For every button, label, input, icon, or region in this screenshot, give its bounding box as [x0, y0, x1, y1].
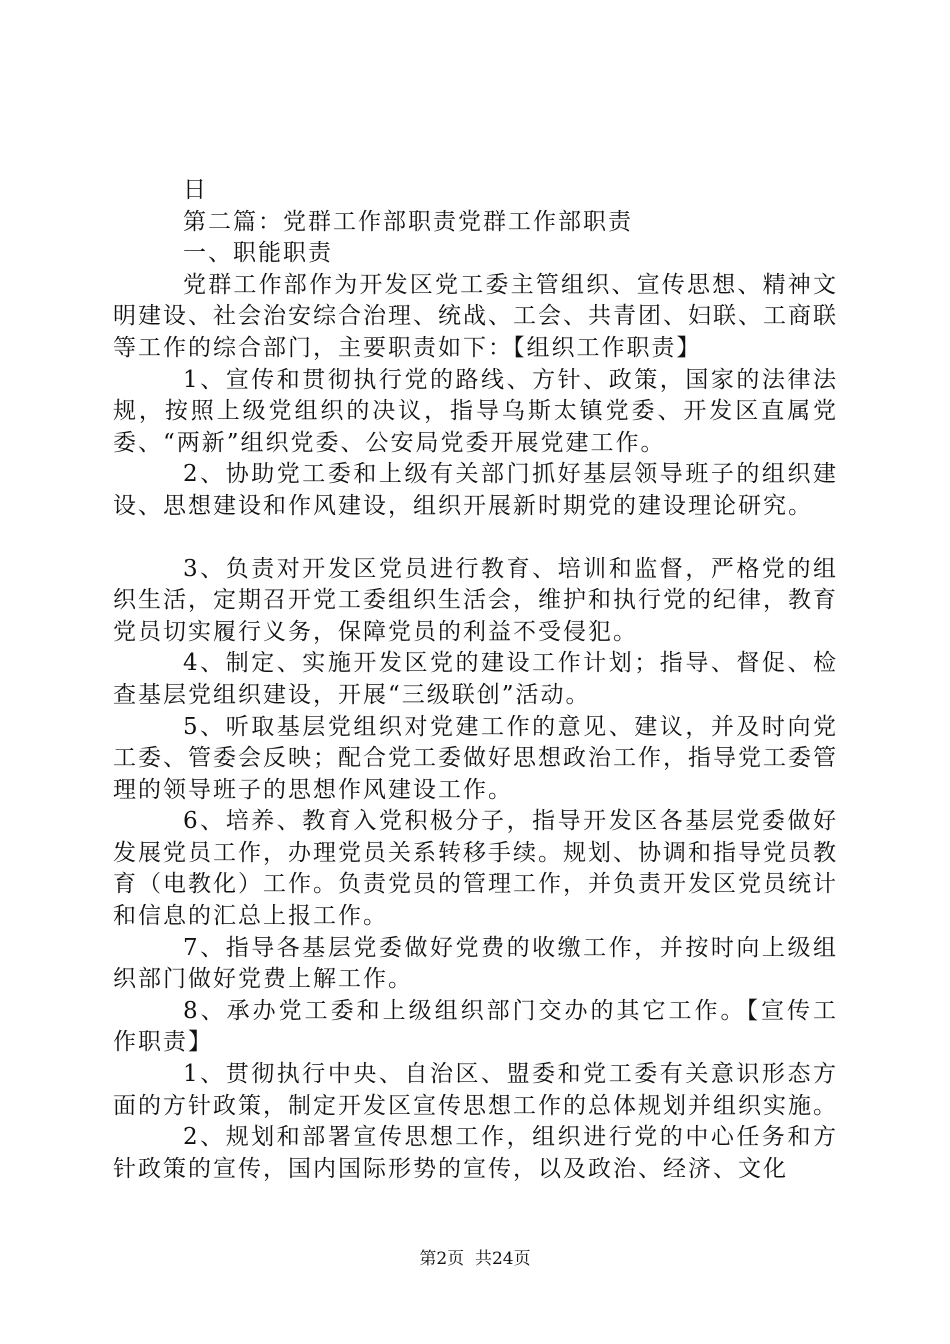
document-body — [113, 175, 838, 1185]
paragraph-org-duty-8: 8、承办党工委和上级组织部门交办的其它工作。【宣传工作职责】 — [113, 997, 838, 1056]
section-title: 第二篇：党群工作部职责党群工作部职责 — [183, 208, 633, 235]
paragraph-org-duty-2: 2、协助党工委和上级有关部门抓好基层领导班子的组织建设、思想建设和作风建设，组织开展新时期党的建设理论研究。 — [113, 461, 838, 519]
subsection-heading: 一、职能职责 — [183, 240, 333, 267]
paragraph-date-fragment: 日 — [183, 177, 208, 203]
page-number-label: 第2页 共24页 — [419, 1249, 531, 1269]
paragraph-org-duty-5: 5、听取基层党组织对党建工作的意见、建议，并及时向党工委、管委会反映；配合党工委做好思想政治工作，指导党工委管理的领导班子的思想作风建设工作。 — [113, 713, 838, 803]
paragraph-org-duty-4: 4、制定、实施开发区党的建设工作计划；指导、督促、检查基层党组织建设，开展“三级联创”活动。 — [113, 650, 838, 708]
paragraph-publicity-duty-2: 2、规划和部署宣传思想工作，组织进行党的中心任务和方针政策的宣传，国内国际形势的宣传，以及政治、经济、文化 — [113, 1124, 838, 1182]
paragraph-intro: 党群工作部作为开发区党工委主管组织、宣传思想、精神文明建设、社会治安综合治理、统战、工会、共青团、妇联、工商联等工作的综合部门，主要职责如下：【组织工作职责】 — [113, 271, 838, 361]
paragraph-org-duty-7: 7、指导各基层党委做好党费的收缴工作，并按时向上级组织部门做好党费上解工作。 — [113, 934, 838, 993]
paragraph-publicity-duty-1: 1、贯彻执行中央、自治区、盟委和党工委有关意识形态方面的方针政策，制定开发区宣传思想工作的总体规划并组织实施。 — [113, 1061, 838, 1119]
paragraph-org-duty-6: 6、培养、教育入党积极分子，指导开发区各基层党委做好发展党员工作，办理党员关系转移手续。规划、协调和指导党员教育（电教化）工作。负责党员的管理工作，并负责开发区党员统计和信息的汇总上报工作。 — [113, 808, 838, 930]
paragraph-org-duty-1: 1、宣传和贯彻执行党的路线、方针、政策，国家的法律法规，按照上级党组织的决议，指导乌斯太镇党委、开发区直属党委、“两新”组织党委、公安局党委开展党建工作。 — [113, 366, 838, 456]
paragraph-org-duty-3: 3、负责对开发区党员进行教育、培训和监督，严格党的组织生活，定期召开党工委组织生活会，维护和执行党的纪律，教育党员切实履行义务，保障党员的利益不受侵犯。 — [113, 555, 838, 645]
blank-line — [113, 523, 838, 554]
page-footer — [0, 1244, 950, 1269]
